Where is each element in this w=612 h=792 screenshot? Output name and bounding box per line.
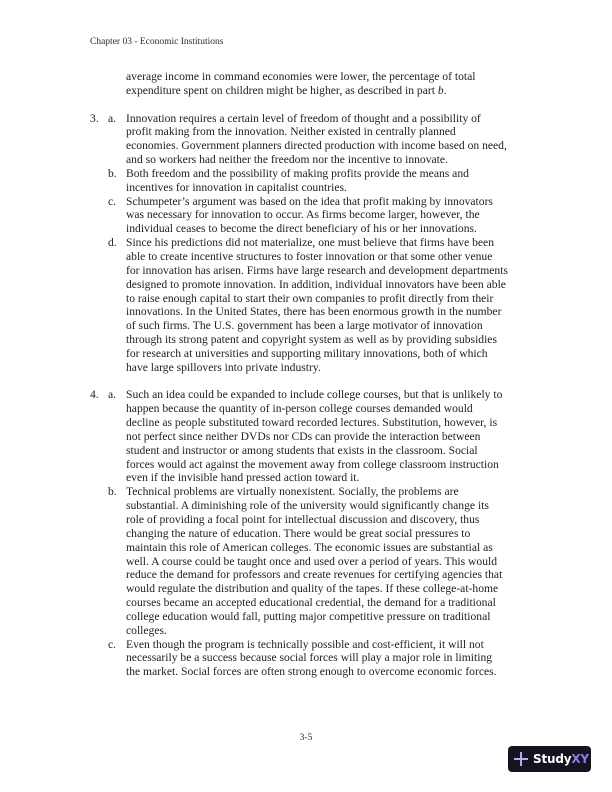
text-line: happen because the quantity of in-person college courses demanded would	[126, 402, 473, 416]
answer-item	[90, 485, 550, 637]
text-line: Even though the program is technically possible and cost-efficient, it will not	[126, 637, 484, 651]
answer-item	[90, 638, 550, 680]
text-line: necessarily be a success because social forces will play a major role in limiting	[126, 651, 493, 665]
text-line: the market. Social forces are often strong enough to overcome economic forces.	[126, 665, 497, 679]
text-line: courses became an accepted educational credential, the demand for a traditional	[126, 596, 496, 610]
text-line: maintain this role of American colleges. The economic issues are substantial as	[126, 540, 493, 554]
text-line: would regulate the distribution and quality of the tapes. If these college-at-home	[126, 582, 499, 596]
text-line: expenditure spent on children might be higher, as described in part b.	[126, 83, 447, 97]
text-line: student and instructor or among students that exists in the classroom. Social	[126, 443, 478, 457]
studyxy-badge[interactable]	[508, 746, 591, 772]
question-3	[90, 112, 550, 375]
text-line: reduce the demand for professors and create revenues for certifying agencies that	[126, 568, 503, 582]
question-number: 3.	[90, 111, 99, 125]
item-letter: c.	[108, 637, 117, 651]
text-line: Technical problems are virtually nonexistent. Socially, the problems are	[126, 485, 459, 499]
question-number: 4.	[90, 388, 99, 402]
text-line: decline as people substituted toward recorded lectures. Substitution, however, is	[126, 416, 498, 430]
question-4	[90, 388, 550, 679]
item-letter: c.	[108, 194, 117, 208]
continuation-paragraph	[126, 70, 550, 98]
text-line: average income in command economies were lower, the percentage of total	[126, 70, 476, 83]
text-line: for research at universities and supporting military innovations, both of which	[126, 346, 488, 360]
item-letter: b.	[108, 485, 117, 499]
text-line: have large spillovers into private industry.	[126, 360, 321, 374]
item-letter: d.	[108, 236, 117, 250]
text-line: Such an idea could be expanded to include college courses, but that is unlikely to	[126, 388, 503, 402]
text-line: profit making from the innovation. Neither existed in centrally planned	[126, 125, 456, 139]
text-line: even if the invisible hand pressed action toward it.	[126, 471, 360, 485]
text-line: individual ceases to become the direct beneficiary of his or her innovations.	[126, 222, 477, 236]
item-letter: a.	[108, 388, 117, 402]
text-line: Schumpeter’s argument was based on the idea that profit making by innovators	[126, 194, 493, 208]
text-line: college education would fall, putting major competitive pressure on traditional	[126, 609, 491, 623]
plus-icon	[514, 752, 528, 766]
question-list	[90, 112, 550, 680]
document-body	[90, 70, 550, 679]
answer-item	[90, 167, 550, 195]
text-line: incentives for innovation in capitalist countries.	[126, 180, 347, 194]
text-line: to raise enough capital to start their own companies to profit directly from their	[126, 291, 494, 305]
text-line: was necessary for innovation to occur. As firms become larger, however, the	[126, 208, 480, 222]
brand-name: StudyXY	[533, 752, 589, 766]
part-reference: b	[437, 83, 444, 97]
text-line: role of providing a focal point for intellectual discussion and discovery, thus	[126, 513, 480, 526]
text-line: able to create incentive structures to foster innovation or that some other venue	[126, 249, 493, 263]
text-line: colleges.	[126, 623, 167, 637]
answer-item	[90, 195, 550, 237]
text-line: for innovation has arisen. Firms have large research and development departments	[126, 263, 508, 277]
item-letter: b.	[108, 166, 117, 180]
text-line: well. A course could be taught once and used over a period of years. This would	[126, 554, 498, 568]
item-letter: a.	[108, 111, 117, 125]
answer-item	[90, 112, 550, 167]
text-line: not perfect since neither DVDs nor CDs can provide the interaction between	[126, 429, 481, 443]
text-line: Since his predictions did not materialize, one must believe that firms have been	[126, 236, 494, 250]
text-line: through its strong patent and copyright system as well as by providing subsidies	[126, 333, 497, 347]
text-line: economies. Government planners directed production with income based on need,	[126, 139, 507, 153]
text-line: designed to promote innovation. In addition, individual innovators have been able	[126, 277, 506, 291]
text-line: Both freedom and the possibility of making profits provide the means and	[126, 166, 469, 180]
text-line: of such firms. The U.S. government has been a large motivator of innovation	[126, 319, 483, 333]
text-line: changing the nature of education. There would be great social pressures to	[126, 526, 471, 540]
text-line: substantial. A diminishing role of the university would significantly change its	[126, 499, 489, 513]
page-number: 3-5	[299, 733, 313, 743]
page-header: Chapter 03 - Economic Institutions	[90, 37, 224, 47]
text-line: innovations. In the United States, there has been enormous growth in the number	[126, 305, 502, 319]
answer-item	[90, 236, 550, 374]
text-line: and so workers had neither the freedom nor the incentive to innovate.	[126, 153, 448, 167]
text-line: Innovation requires a certain level of freedom of thought and a possibility of	[126, 111, 481, 125]
answer-item	[90, 388, 550, 485]
text-line: forces would act against the movement away from college classroom instruction	[126, 457, 499, 471]
